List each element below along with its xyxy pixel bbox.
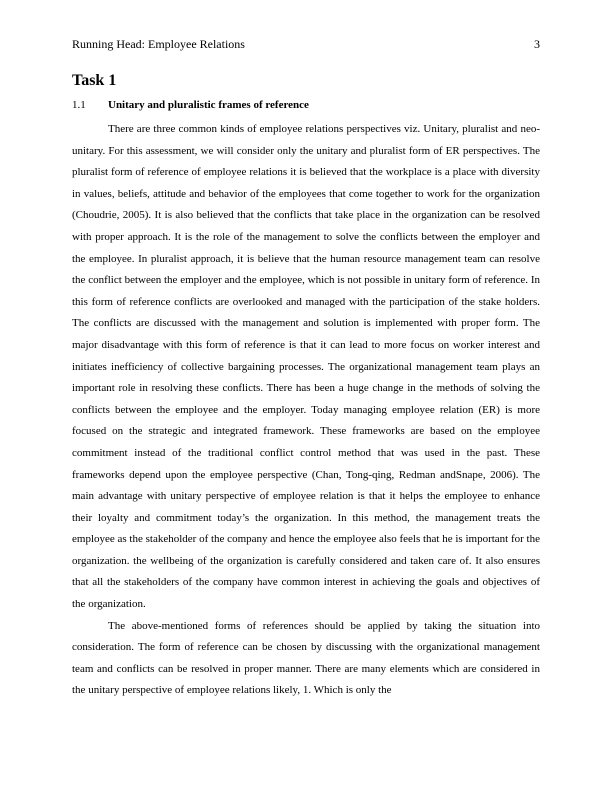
page-header [72, 37, 540, 51]
running-head: Running Head: Employee Relations [72, 37, 245, 51]
body-text [72, 119, 540, 702]
paragraph-1: There are three common kinds of employee relations perspectives viz. Unitary, pluralist and neo-unitary. For this assessment, we will consider only the unitary and pluralist form of ER perspectives. The pluralist form of reference of employee relations it is believed that the workplace is a place with diversity in values, beliefs, attitude and behavior of the employees that come together to work for the organization (Choudrie, 2005). It is also believed that the conflicts that take place in the organization can be resolved with proper approach. It is the role of the management to solve the conflicts between the employer and the employee. In pluralist approach, it is believe that the human resource management team can resolve the conflict between the employer and the employee, which is not possible in unitary form of reference. In this form of reference conflicts are overlooked and managed with the participation of the stake holders. The conflicts are discussed with the management and solution is implemented with proper form. The major disadvantage with this form of reference is that it can lead to more focus on worker interest and initiates inefficiency of collective bargaining processes. The organizational management team plays an important role in resolving these conflicts. There has been a huge change in the methods of solving the conflicts between the employee and the employer. Today managing employee relation (ER) is more focused on the strategic and integrated framework. These frameworks are based on the employee commitment instead of the traditional conflict control method that was used in the past. These frameworks depend upon the employee perspective (Chan, Tong-qing, Redman andSnape, 2006). The main advantage with unitary perspective of employee relation is that it helps the employee to enhance their loyalty and commitment today’s the organization. In this method, the management treats the employee as the stakeholder of the company and hence the employee also feels that he is important for the organization. the wellbeing of the organization is carefully considered and taken care of. It also ensures that all the stakeholders of the company have common interest in achieving the goals and objectives of the organization. [72, 123, 540, 611]
task-title: Task 1 [72, 72, 117, 89]
paragraph-2: The above-mentioned forms of references should be applied by taking the situation into consideration. The form of reference can be chosen by discussing with the organizational management team and conflicts can be resolved in proper manner. There are many elements which are considered in the unitary perspective of employee relations likely, 1. Which is only the [72, 619, 540, 697]
section-number: 1.1 [72, 99, 86, 111]
page-number: 3 [534, 37, 540, 51]
section-heading [72, 97, 540, 113]
section-title: Unitary and pluralistic frames of reference [108, 99, 309, 111]
